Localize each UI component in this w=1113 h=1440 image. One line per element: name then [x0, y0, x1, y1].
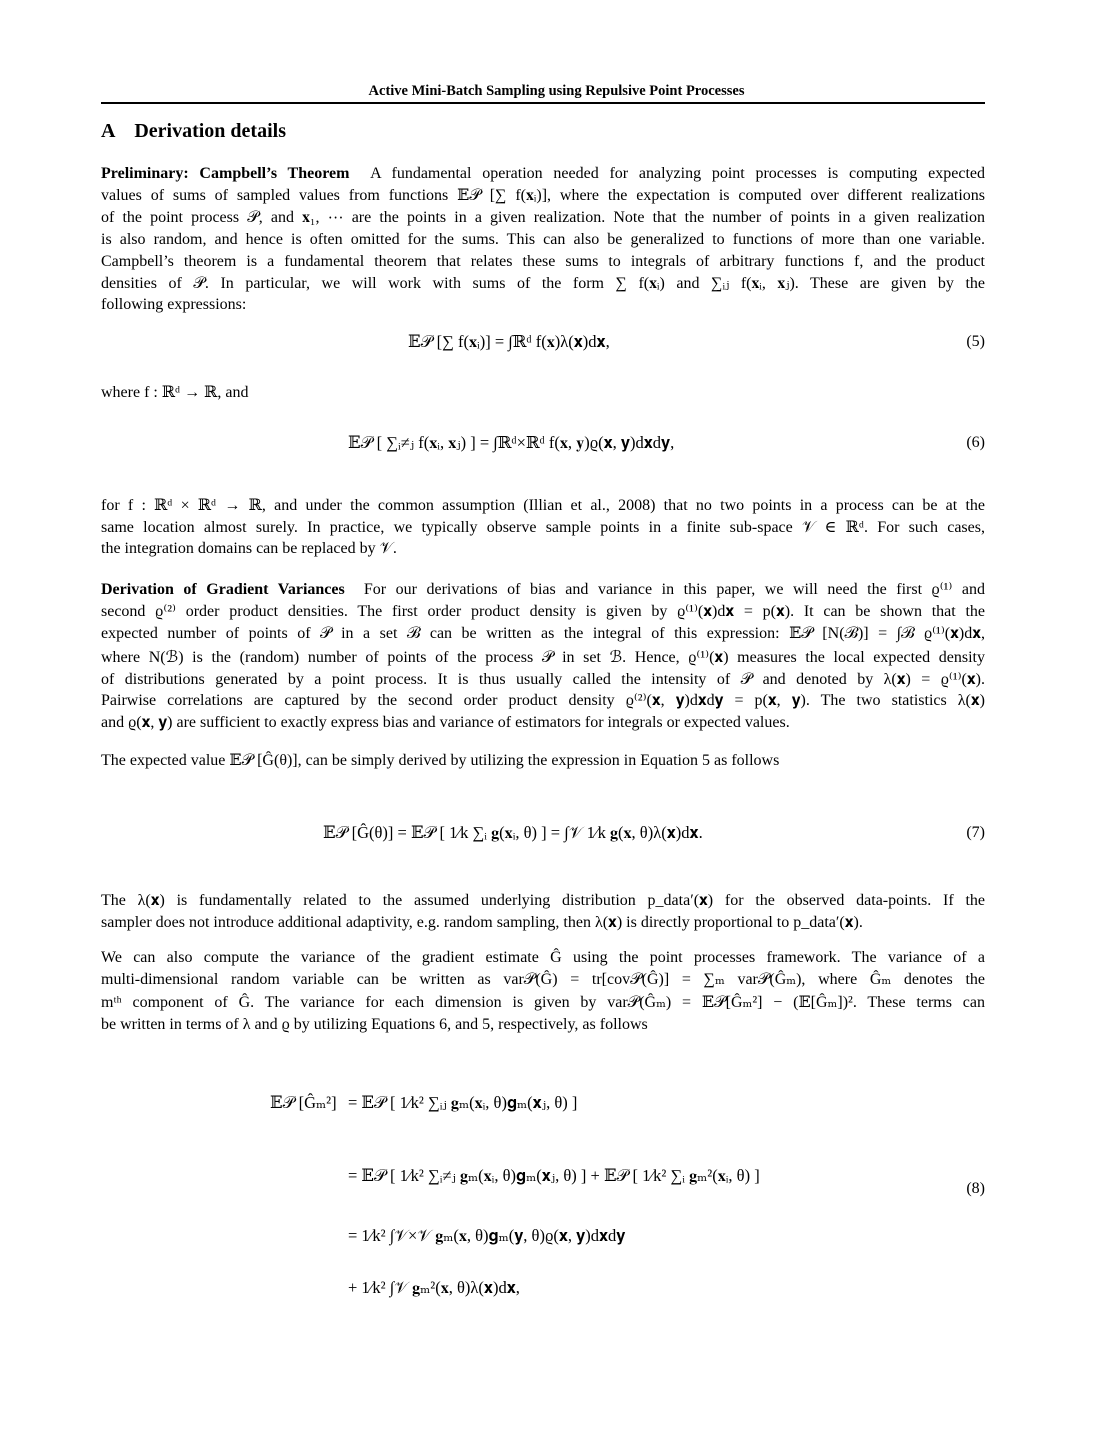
equation-8-line: + 1⁄k² ∫𝒱 𝐠ₘ²(𝐱, θ)λ(𝐱)d𝐱, [348, 1278, 520, 1297]
paragraph-line: where N(ℬ) is the (random) number of points of the process 𝒫 in set ℬ. Hence, ϱ⁽¹⁾(𝐱) measures the local expected density [101, 649, 985, 666]
paragraph-line: We can also compute the variance of the gradient estimate Ĝ using the point processes framework. The variance of a [101, 949, 985, 966]
equation-8-line: = 𝔼𝒫 [ 1⁄k² ∑ᵢⱼ 𝐠ₘ(𝐱ᵢ, θ)𝐠ₘ(𝐱ⱼ, θ) ] [348, 1093, 578, 1112]
equation-7: 𝔼𝒫 [Ĝ(θ)] = 𝔼𝒫 [ 1⁄k ∑ᵢ 𝐠(𝐱ᵢ, θ) ] = ∫𝒱 1⁄k 𝐠(𝐱, θ)λ(𝐱)d𝐱. [323, 823, 703, 842]
paragraph-line: of distributions generated by a point process. It is thus usually called the intensity of 𝒫 and denoted by λ(𝐱) = ϱ⁽¹⁾(𝐱). [101, 671, 985, 688]
equation-8-line: = 𝔼𝒫 [ 1⁄k² ∑ᵢ≠ⱼ 𝐠ₘ(𝐱ᵢ, θ)𝐠ₘ(𝐱ⱼ, θ) ] + 𝔼𝒫 [ 1⁄k² ∑ᵢ 𝐠ₘ²(𝐱ᵢ, θ) ] [348, 1166, 760, 1185]
paragraph-line: where f : ℝᵈ → ℝ, and [101, 384, 249, 401]
paragraph-line: densities of 𝒫. In particular, we will work with sums of the form ∑ f(𝐱ᵢ) and ∑ᵢⱼ f(𝐱ᵢ, 𝐱ⱼ). These are given by the [101, 275, 985, 292]
equation-5: 𝔼𝒫 [∑ f(𝐱ᵢ)] = ∫ℝᵈ f(𝐱)λ(𝐱)d𝐱, [408, 332, 610, 351]
equation-number: (8) [966, 1180, 985, 1197]
equation-number: (6) [966, 434, 985, 451]
paragraph-line: is also random, and hence is often omitted for the sums. This can also be generalized to functions of more than one variable. [101, 231, 985, 248]
paragraph-line: Pairwise correlations are captured by the second order product density ϱ⁽²⁾(𝐱, 𝐲)d𝐱d𝐲 = p(𝐱, 𝐲). The two statistics λ(𝐱) [101, 692, 985, 709]
paragraph-line: The λ(𝐱) is fundamentally related to the assumed underlying distribution p_data′(𝐱) for the observed data-points. If the [101, 892, 985, 909]
paragraph-line: values of sums of sampled values from functions 𝔼𝒫 [∑ f(𝐱ᵢ)], where the expectation is computed over different realizations [101, 187, 985, 204]
paragraph-line: Preliminary: Campbell’s Theorem A fundamental operation needed for analyzing point processes is computing expected [101, 165, 986, 182]
paragraph-line: the integration domains can be replaced by 𝒱. [101, 540, 397, 557]
paragraph-heading: Derivation of Gradient Variances [101, 581, 345, 598]
paragraph-line: second ϱ⁽²⁾ order product densities. The first order product density is given by ϱ⁽¹⁾(𝐱)d𝐱 = p(𝐱). It can be shown that the [101, 603, 985, 620]
header-rule [101, 102, 985, 104]
paragraph-line: following expressions: [101, 296, 247, 313]
equation-6: 𝔼𝒫 [ ∑ᵢ≠ⱼ f(𝐱ᵢ, 𝐱ⱼ) ] = ∫ℝᵈ×ℝᵈ f(𝐱, 𝐲)ϱ(𝐱, 𝐲)d𝐱d𝐲, [348, 433, 675, 452]
running-header: Active Mini-Batch Sampling using Repulsive Point Processes [368, 83, 745, 99]
paragraph-line: sampler does not introduce additional adaptivity, e.g. random sampling, then λ(𝐱) is directly proportional to p_data′(𝐱). [101, 914, 863, 931]
paragraph-line: expected number of points of 𝒫 in a set ℬ can be written as the integral of this expression: 𝔼𝒫 [N(ℬ)] = ∫ℬ ϱ⁽¹⁾(𝐱)d𝐱, [101, 625, 985, 642]
paragraph-line: Derivation of Gradient Variances For our derivations of bias and variance in this paper, we will need the first ϱ⁽¹⁾ and [101, 581, 986, 598]
paragraph-heading: Preliminary: Campbell’s Theorem [101, 165, 350, 182]
paragraph-line: of the point process 𝒫, and 𝐱₁, ⋯ are the points in a given realization. Note that the number of points in a given realization [101, 209, 985, 226]
paragraph-line: The expected value 𝔼𝒫 [Ĝ(θ)], can be simply derived by utilizing the expression in Equation 5 as follows [101, 752, 780, 769]
section-title: A Derivation details [101, 120, 286, 142]
equation-8-line: = 1⁄k² ∫𝒱×𝒱 𝐠ₘ(𝐱, θ)𝐠ₘ(𝐲, θ)ϱ(𝐱, 𝐲)d𝐱d𝐲 [348, 1226, 626, 1245]
paragraph-line: Campbell’s theorem is a fundamental theorem that relates these sums to integrals of arbitrary functions f, and the product [101, 253, 985, 270]
paragraph-line: same location almost surely. In practice, we typically observe sample points in a finite sub-space 𝒱 ∈ ℝᵈ. For such cases, [101, 519, 985, 536]
equation-number: (5) [966, 333, 985, 350]
equation-8-lhs: 𝔼𝒫 [Ĝₘ²] [270, 1093, 337, 1112]
paragraph-line: and ϱ(𝐱, 𝐲) are sufficient to exactly express bias and variance of estimators for integrals or expected values. [101, 714, 790, 731]
equation-number: (7) [966, 824, 985, 841]
paragraph-line: for f : ℝᵈ × ℝᵈ → ℝ, and under the common assumption (Illian et al., 2008) that no two points in a process can be at the [101, 497, 985, 514]
paragraph-line: mᵗʰ component of Ĝ. The variance for each dimension is given by var𝒫(Ĝₘ) = 𝔼𝒫[Ĝₘ²] − (𝔼[Ĝₘ])². These terms can [101, 994, 985, 1011]
paragraph-line: be written in terms of λ and ϱ by utilizing Equations 6, and 5, respectively, as follows [101, 1016, 648, 1033]
paragraph-line: multi-dimensional random variable can be written as var𝒫(Ĝ) = tr[cov𝒫(Ĝ)] = ∑ₘ var𝒫(Ĝₘ), where Ĝₘ denotes the [101, 971, 985, 988]
